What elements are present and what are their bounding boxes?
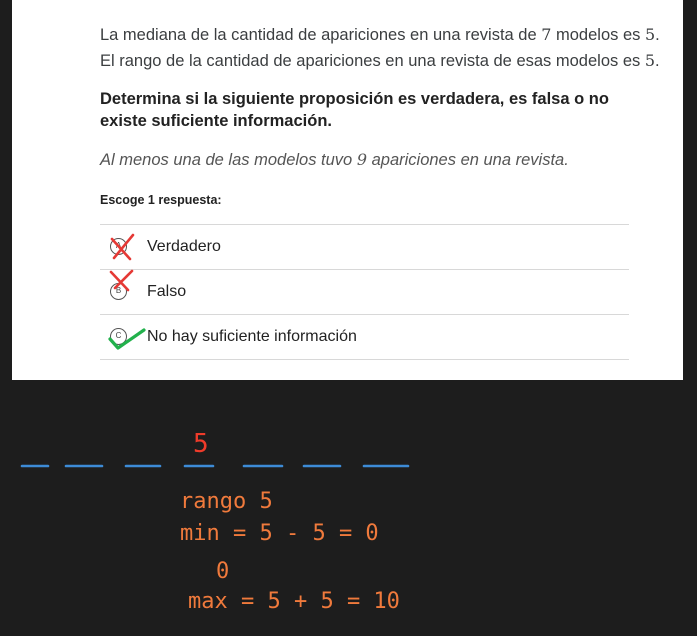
line2-end: . — [655, 52, 660, 70]
line1-mid: modelos es — [551, 26, 645, 44]
cross-icon — [106, 229, 140, 263]
median-value: 5 — [644, 25, 656, 44]
median-annotation: 5 — [193, 429, 209, 459]
choice-a-letter: A — [110, 238, 127, 255]
line1-text: La mediana de la cantidad de apariciones en una revista de — [100, 26, 542, 44]
range-annotation: rango 5 — [180, 489, 273, 514]
min-annotation: min = 5 - 5 = 0 — [180, 521, 379, 546]
choice-a[interactable] — [100, 224, 629, 269]
cross-icon — [106, 268, 140, 302]
line1-end: . — [655, 26, 660, 44]
choice-b-letter: B — [110, 283, 127, 300]
claim-before: Al menos una de las modelos tuvo — [100, 151, 357, 169]
check-icon — [104, 321, 148, 355]
answer-prompt: Escoge 1 respuesta: — [100, 193, 222, 207]
choice-a-label: Verdadero — [147, 238, 221, 255]
claim-number: 9 — [356, 150, 368, 169]
line2-text: El rango de la cantidad de apariciones en una revista de esas modelos es — [100, 52, 645, 70]
claim-text — [100, 150, 660, 170]
zero-annotation: 0 — [216, 559, 230, 584]
statement-line-2 — [100, 48, 660, 74]
problem-statement — [100, 22, 660, 74]
statement-line-1 — [100, 22, 660, 48]
choice-b-label: Falso — [147, 283, 187, 300]
max-annotation: max = 5 + 5 = 10 — [188, 589, 400, 614]
choice-c[interactable] — [100, 314, 629, 360]
question-text: Determina si la siguiente proposición es verdadera, es falsa o no existe suficiente información. — [100, 90, 609, 130]
models-count: 7 — [541, 25, 552, 44]
claim-after: apariciones en una revista. — [367, 151, 569, 169]
choice-c-letter: C — [110, 328, 127, 345]
range-value: 5 — [644, 51, 656, 70]
handwritten-scratchpad — [0, 380, 697, 636]
question-card — [12, 0, 683, 380]
choice-b[interactable] — [100, 269, 629, 314]
choice-c-label: No hay suficiente información — [147, 328, 357, 345]
choice-list — [100, 224, 629, 360]
